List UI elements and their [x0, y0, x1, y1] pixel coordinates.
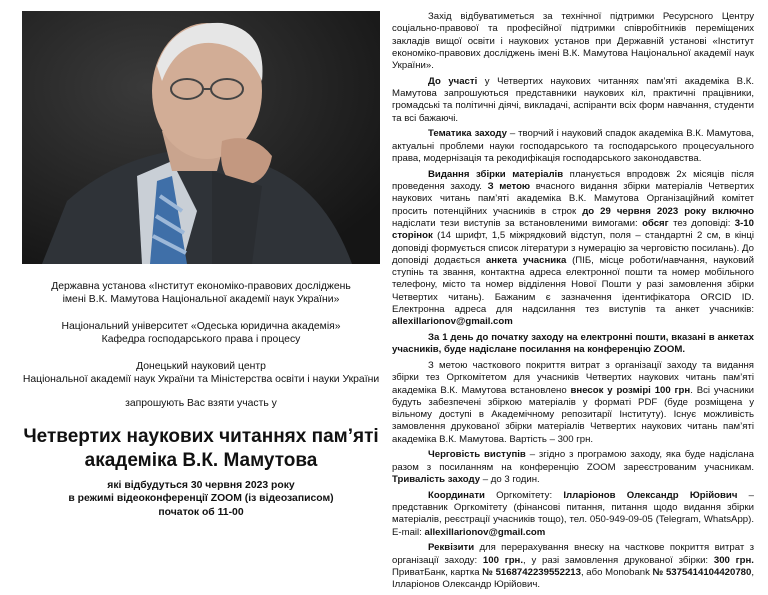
publication-paragraph: Видання збірки матеріалів планується впродовж 2х місяців після проведення заходу. З метою вчасного видання збірки матеріалів Четвертих наукових читань пам’яті академіка В.К. Мамутова Організаційний комітет просить потенційних учасників в строк до 29 червня 2023 року включно надіслати тези виступів за встановленими вимогами: обсяг тез доповіді: 3-10 сторінок (14 шрифт, 1,5 міжрядковий відступ, поля – стандартні 2 см, в кінці доповіді формується список літератури з нумерацію за черговістю посилань). До доповіді додається анкета учасника (ПІБ, місце роботи/навчання, науковий ступінь та звання, контактна адреса електронної пошти та номер мобільного телефону, місто та номер відділення Нової Пошти у разі замовлення збірки Четвертих читань). Бажаним є зазначення ідентифікатора ORCID ID. Електронна адреса для надсилання тез виступів та анкет учасників: allexillarionov@gmail.com	[392, 168, 755, 328]
left-column	[22, 268, 380, 519]
participants-paragraph: До участі у Четвертих наукових читаннях пам’яті академіка В.К. Мамутова запрошуються представники наукових кіл, практичні працівники, громадські та політичні діячі, викладачі, аспіранти всіх форм навчання, студенти та всі бажаючі.	[392, 75, 754, 124]
contacts-paragraph: Координати Оргкомітету: Ілларіонов Олександр Юрійович – представник Оргкомітету (фінансові питання, питання щодо видання збірки матеріалів, реєстрації учасників тощо), тел. 050-949-09-05 (Telegram, WhatsApp). E-mail: allexillarionov@gmail.com	[392, 489, 754, 538]
organizer-3: Донецький науковий центр Національної академії наук України та Міністерства освіти і науки України	[22, 360, 380, 386]
invitation-text: запрошують Вас взяти участь у	[125, 398, 277, 410]
zoom-link-paragraph: За 1 день до початку заходу на електронні пошти, вказані в анкетах учасників, буде надіслане посилання на конференцію ZOOM.	[392, 331, 754, 356]
fee-paragraph: З метою часткового покриття витрат з організації заходу та видання збірки тез Оргкомітетом для учасників Четвертих наукових читань пам’яті академіка В.К. Мамутова встановлено внесок у розмірі 100 грн. Всі учасники будуть забезпечені збіркою матеріалів у форматі PDF (буде розміщена у вільному доступі в Академічному репозитарії Інституту). Існує можливість замовлення друкованої збірки матеріалів Четвертих наукових читань пам’яті академіка В.К. Мамутова. Вартість – 300 грн.	[392, 359, 754, 445]
event-title: Четвертих наукових читаннях пам’яті академіка В.К. Мамутова	[23, 425, 379, 471]
payment-paragraph: Реквізити для перерахування внеску на часткове покриття витрат з організації заходу: 100 грн., у разі замовлення друкованої збірки: 300 грн. ПриватБанк, картка № 5168742239552213, або Monobank № 5375414104420780, Ілларіонов Олександр Юрійович.	[392, 542, 755, 591]
portrait-illustration	[22, 11, 380, 264]
email-link[interactable]: allexillarionov@gmail.com	[392, 316, 513, 328]
right-column	[392, 11, 754, 595]
event-date-format: які відбудуться 30 червня 2023 року в режимі відеоконференції ZOOM (із відеозаписом) початок об 11-00	[68, 479, 334, 518]
organizer-1: Державна установа «Інститут економіко-правових досліджень імені В.К. Мамутова Національної академії наук України»	[51, 281, 351, 306]
support-paragraph: Захід відбуватиметься за технічної підтримки Ресурсного Центру соціально-правової та професійної підтримки співробітників переміщених закладів вищої освіти і наукових установ при Державній установі «Інститут економіко-правових досліджень імені В.К. Мамутова Національної академії наук України».	[392, 11, 754, 72]
organizer-2: Національний університет «Одеська юридична академія» Кафедра господарського права і процесу	[61, 320, 341, 346]
portrait-photo	[22, 11, 380, 264]
schedule-paragraph: Черговість виступів – згідно з програмою заходу, яка буде надіслана разом з посиланням на конференцію ZOOM зареєстрованим учасникам. Тривалість заходу – до 3 годин.	[392, 449, 754, 486]
contact-email-link[interactable]: allexillarionov@gmail.com	[424, 526, 546, 538]
topic-paragraph: Тематика заходу – творчий і науковий спадок академіка В.К. Мамутова, актуальні проблеми науки господарського та господарського процесуального права, модернізація та рекодифікація господарського законодавства.	[392, 128, 754, 165]
